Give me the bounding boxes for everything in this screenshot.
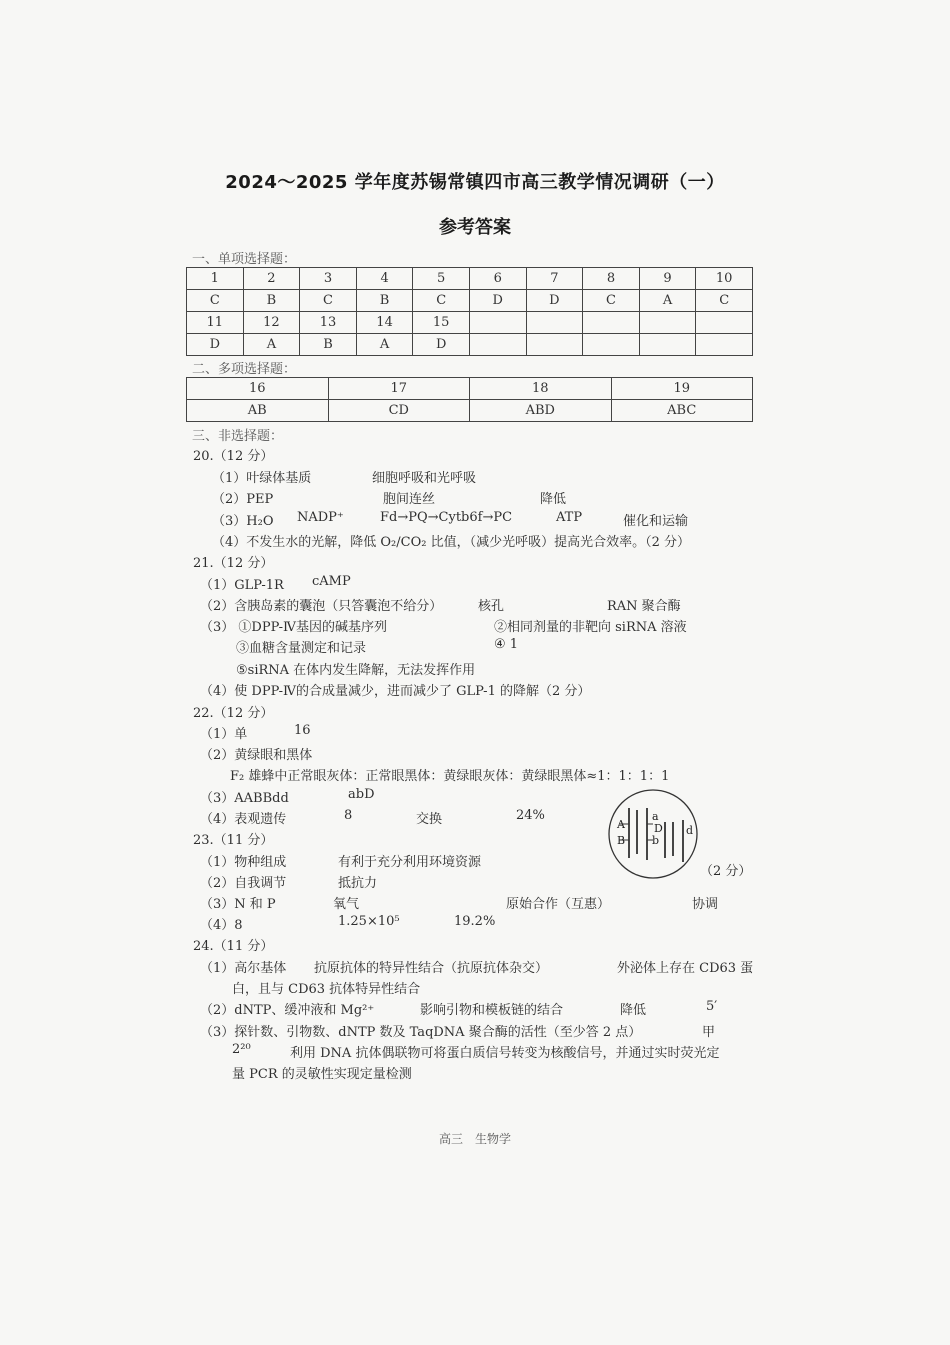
q21-answer: （4）使 DPP-Ⅳ的合成量减少，进而减少了 GLP-1 的降解（2 分） [200, 684, 591, 699]
table-cell: C [300, 290, 357, 312]
page-footer: 高三 生物学 [438, 1132, 511, 1146]
table-cell: D [187, 334, 244, 356]
q20-answer: （2）PEP [212, 492, 274, 507]
table-cell [583, 312, 640, 334]
table-cell: B [300, 334, 357, 356]
q24-answer: （1）高尔基体 [200, 961, 287, 976]
table-cell: A [356, 334, 413, 356]
q24-answer: 外泌体上存在 CD63 蛋 [617, 961, 754, 976]
gene-label: B [617, 834, 626, 847]
table-row [187, 268, 753, 290]
table-cell: A [639, 290, 696, 312]
q24-answer: 利用 DNA 抗体偶联物可将蛋白质信号转变为核酸信号，并通过实时荧光定 [290, 1046, 720, 1061]
q20-answer: 胞间连丝 [383, 492, 436, 507]
q24-answer: 白，且与 CD63 抗体特异性结合 [232, 982, 421, 997]
table-cell [469, 334, 526, 356]
gene-label: a [652, 810, 659, 823]
table-cell: 9 [639, 268, 696, 290]
q22-answer: 8 [344, 808, 353, 823]
q21-answer: ⑤siRNA 在体内发生降解，无法发挥作用 [236, 663, 476, 678]
q23-answer: 19.2% [454, 914, 496, 929]
chromosome-diagram [605, 784, 705, 884]
q23-answer: （1）物种组成 [200, 855, 287, 870]
gene-label: d [686, 824, 694, 837]
gene-label: D [654, 822, 663, 835]
table-cell: D [413, 334, 470, 356]
q20-answer: ATP [556, 510, 583, 525]
q24-answer: 影响引物和模板链的结合 [420, 1003, 564, 1018]
section-non-choice-heading: 三、非选择题： [192, 429, 284, 444]
q23-answer: （2）自我调节 [200, 876, 287, 891]
table-cell [526, 312, 583, 334]
table-cell [639, 334, 696, 356]
q24-answer: 甲 [702, 1025, 716, 1040]
q20-heading: 20.（12 分） [193, 449, 274, 464]
q22-answer: 16 [294, 723, 311, 738]
table-cell: B [243, 290, 300, 312]
q21-answer: 核孔 [478, 599, 505, 614]
q23-answer: 原始合作（互惠） [506, 897, 611, 912]
table-cell: 7 [526, 268, 583, 290]
table-cell: 14 [356, 312, 413, 334]
table-cell [696, 334, 753, 356]
q21-answer: （3） ①DPP-Ⅳ基因的碱基序列 [200, 620, 387, 635]
table-row [187, 378, 753, 400]
table-cell [696, 312, 753, 334]
table-row [187, 290, 753, 312]
q20-answer: （4）不发生水的光解，降低 O₂/CO₂ 比值，（减少光呼吸）提高光合效率。（2 分） [212, 535, 691, 550]
table-cell: 12 [243, 312, 300, 334]
table-cell: AB [187, 400, 329, 422]
table-cell: 4 [356, 268, 413, 290]
gene-label: A [617, 818, 625, 831]
q22-answer: 交换 [416, 812, 443, 827]
table-cell: A [243, 334, 300, 356]
q22-answer: 24% [516, 808, 545, 823]
q24-answer: 2²⁰ [232, 1042, 251, 1057]
q21-heading: 21.（12 分） [193, 556, 274, 571]
table-cell: D [526, 290, 583, 312]
table-cell: 8 [583, 268, 640, 290]
q22-heading: 22.（12 分） [193, 706, 274, 721]
q20-answer: NADP⁺ [297, 510, 344, 525]
table-cell: 17 [328, 378, 470, 400]
q23-answer: 抵抗力 [338, 876, 378, 891]
table-cell [469, 312, 526, 334]
q22-answer: abD [348, 787, 375, 802]
table-cell: 1 [187, 268, 244, 290]
table-cell: C [583, 290, 640, 312]
q24-answer: 量 PCR 的灵敏性实现定量检测 [232, 1067, 412, 1082]
table-cell: C [696, 290, 753, 312]
table-cell [639, 312, 696, 334]
table-cell: D [469, 290, 526, 312]
table-cell: B [356, 290, 413, 312]
table-cell: 11 [187, 312, 244, 334]
single-choice-table [186, 267, 753, 356]
table-cell: 10 [696, 268, 753, 290]
q23-answer: 有利于充分利用环境资源 [338, 855, 482, 870]
table-cell: 5 [413, 268, 470, 290]
table-cell: 15 [413, 312, 470, 334]
table-cell: 3 [300, 268, 357, 290]
table-cell: C [187, 290, 244, 312]
diagram-score: （2 分） [700, 864, 752, 879]
q22-answer: （4）表观遗传 [200, 812, 287, 827]
table-cell: 18 [470, 378, 612, 400]
q22-answer: （1）单 [200, 727, 248, 742]
q22-answer: （2）黄绿眼和黑体 [200, 748, 313, 763]
q21-answer: RAN 聚合酶 [607, 599, 681, 614]
q23-answer: 1.25×10⁵ [338, 914, 400, 929]
q24-answer: （2）dNTP、缓冲液和 Mg²⁺ [200, 1003, 375, 1018]
table-cell: 16 [187, 378, 329, 400]
q20-answer: （1）叶绿体基质 [212, 471, 312, 486]
q24-answer: （3）探针数、引物数、dNTP 数及 TaqDNA 聚合酶的活性（至少答 2 点） [200, 1025, 642, 1040]
table-cell: 19 [611, 378, 753, 400]
q22-answer: F₂ 雄蜂中正常眼灰体：正常眼黑体：黄绿眼灰体：黄绿眼黑体≈1：1：1：1 [230, 769, 670, 784]
table-cell: ABD [470, 400, 612, 422]
table-cell: 6 [469, 268, 526, 290]
q23-answer: 协调 [692, 897, 719, 912]
q24-answer: 5′ [706, 999, 718, 1014]
table-cell: 2 [243, 268, 300, 290]
q21-answer: cAMP [312, 574, 351, 589]
q23-answer: （4）8 [200, 918, 243, 933]
q22-answer: （3）AABBdd [200, 791, 289, 806]
q24-answer: 抗原抗体的特异性结合（抗原抗体杂交） [314, 961, 549, 976]
section-multi-choice-heading: 二、多项选择题： [192, 362, 297, 377]
q20-answer: 降低 [540, 492, 567, 507]
table-cell: 13 [300, 312, 357, 334]
q21-answer: ④ 1 [494, 637, 519, 652]
q23-heading: 23.（11 分） [193, 833, 274, 848]
multi-choice-table [186, 377, 753, 422]
table-cell [526, 334, 583, 356]
q21-answer: （2）含胰岛素的囊泡（只答囊泡不给分） [200, 599, 443, 614]
table-cell [583, 334, 640, 356]
table-cell: CD [328, 400, 470, 422]
q20-answer: 催化和运输 [623, 514, 689, 529]
gene-label: b [652, 834, 660, 847]
table-row [187, 400, 753, 422]
q23-answer: 氧气 [333, 897, 360, 912]
q21-answer: ③血糖含量测定和记录 [236, 641, 367, 656]
table-row [187, 334, 753, 356]
q21-answer: ②相同剂量的非靶向 siRNA 溶液 [494, 620, 687, 635]
q24-heading: 24.（11 分） [193, 939, 274, 954]
q20-answer: （3）H₂O [212, 514, 274, 529]
page-subtitle: 参考答案 [439, 217, 511, 238]
table-row [187, 312, 753, 334]
q20-answer: 细胞呼吸和光呼吸 [372, 471, 477, 486]
q20-answer: Fd→PQ→Cytb6f→PC [380, 510, 513, 525]
table-cell: C [413, 290, 470, 312]
section-single-choice-heading: 一、单项选择题： [192, 252, 297, 267]
table-cell: ABC [611, 400, 753, 422]
page-title: 2024～2025 学年度苏锡常镇四市高三教学情况调研（一） [225, 172, 725, 193]
q24-answer: 降低 [620, 1003, 647, 1018]
q21-answer: （1）GLP-1R [200, 578, 284, 593]
q23-answer: （3）N 和 P [200, 897, 276, 912]
